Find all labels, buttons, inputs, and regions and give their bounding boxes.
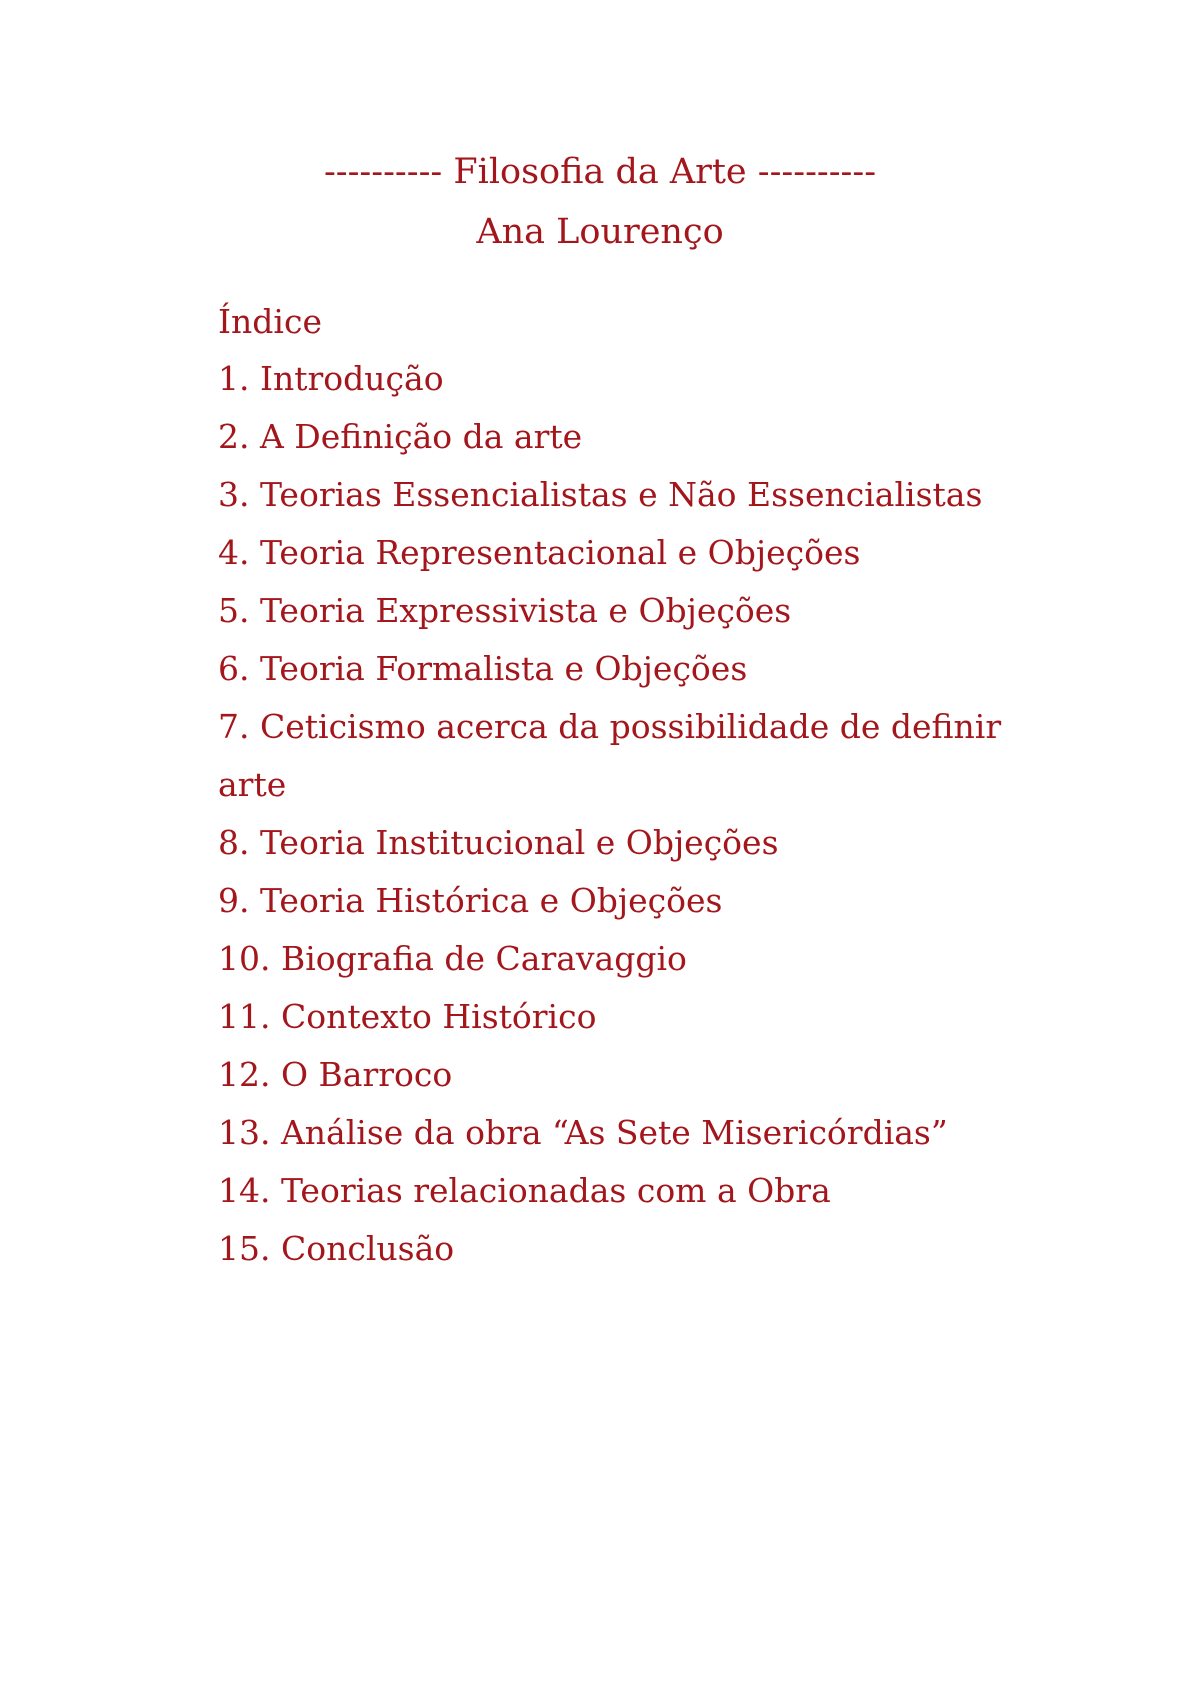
toc-item-teorias-relacionadas: 14. Teorias relacionadas com a Obra (218, 1171, 831, 1210)
toc-item-definicao-da-arte: 2. A Definição da arte (218, 417, 583, 456)
toc-item-analise-da-obra: 13. Análise da obra “As Sete Misericórdias” (218, 1113, 948, 1152)
toc-item-biografia-caravaggio: 10. Biografia de Caravaggio (218, 939, 687, 978)
toc-item-teoria-historica: 9. Teoria Histórica e Objeções (218, 881, 723, 920)
document-title: ---------- Filosofia da Arte ---------- (323, 152, 877, 192)
toc-item-conclusao: 15. Conclusão (218, 1229, 455, 1268)
toc-item-teorias-essencialistas: 3. Teorias Essencialistas e Não Essencialistas (218, 475, 983, 514)
toc-item-teoria-formalista: 6. Teoria Formalista e Objeções (218, 649, 748, 688)
table-of-contents (218, 300, 1038, 1278)
toc-heading: Índice (218, 302, 322, 341)
document-author: Ana Lourenço (476, 212, 724, 252)
toc-item-teoria-institucional: 8. Teoria Institucional e Objeções (218, 823, 779, 862)
toc-item-introducao: 1. Introdução (218, 359, 444, 398)
toc-item-ceticismo: 7. Ceticismo acerca da possibilidade de definir arte (218, 707, 1002, 804)
toc-item-barroco: 12. O Barroco (218, 1055, 453, 1094)
toc-item-teoria-expressivista: 5. Teoria Expressivista e Objeções (218, 591, 792, 630)
toc-item-teoria-representacional: 4. Teoria Representacional e Objeções (218, 533, 861, 572)
toc-item-contexto-historico: 11. Contexto Histórico (218, 997, 597, 1036)
